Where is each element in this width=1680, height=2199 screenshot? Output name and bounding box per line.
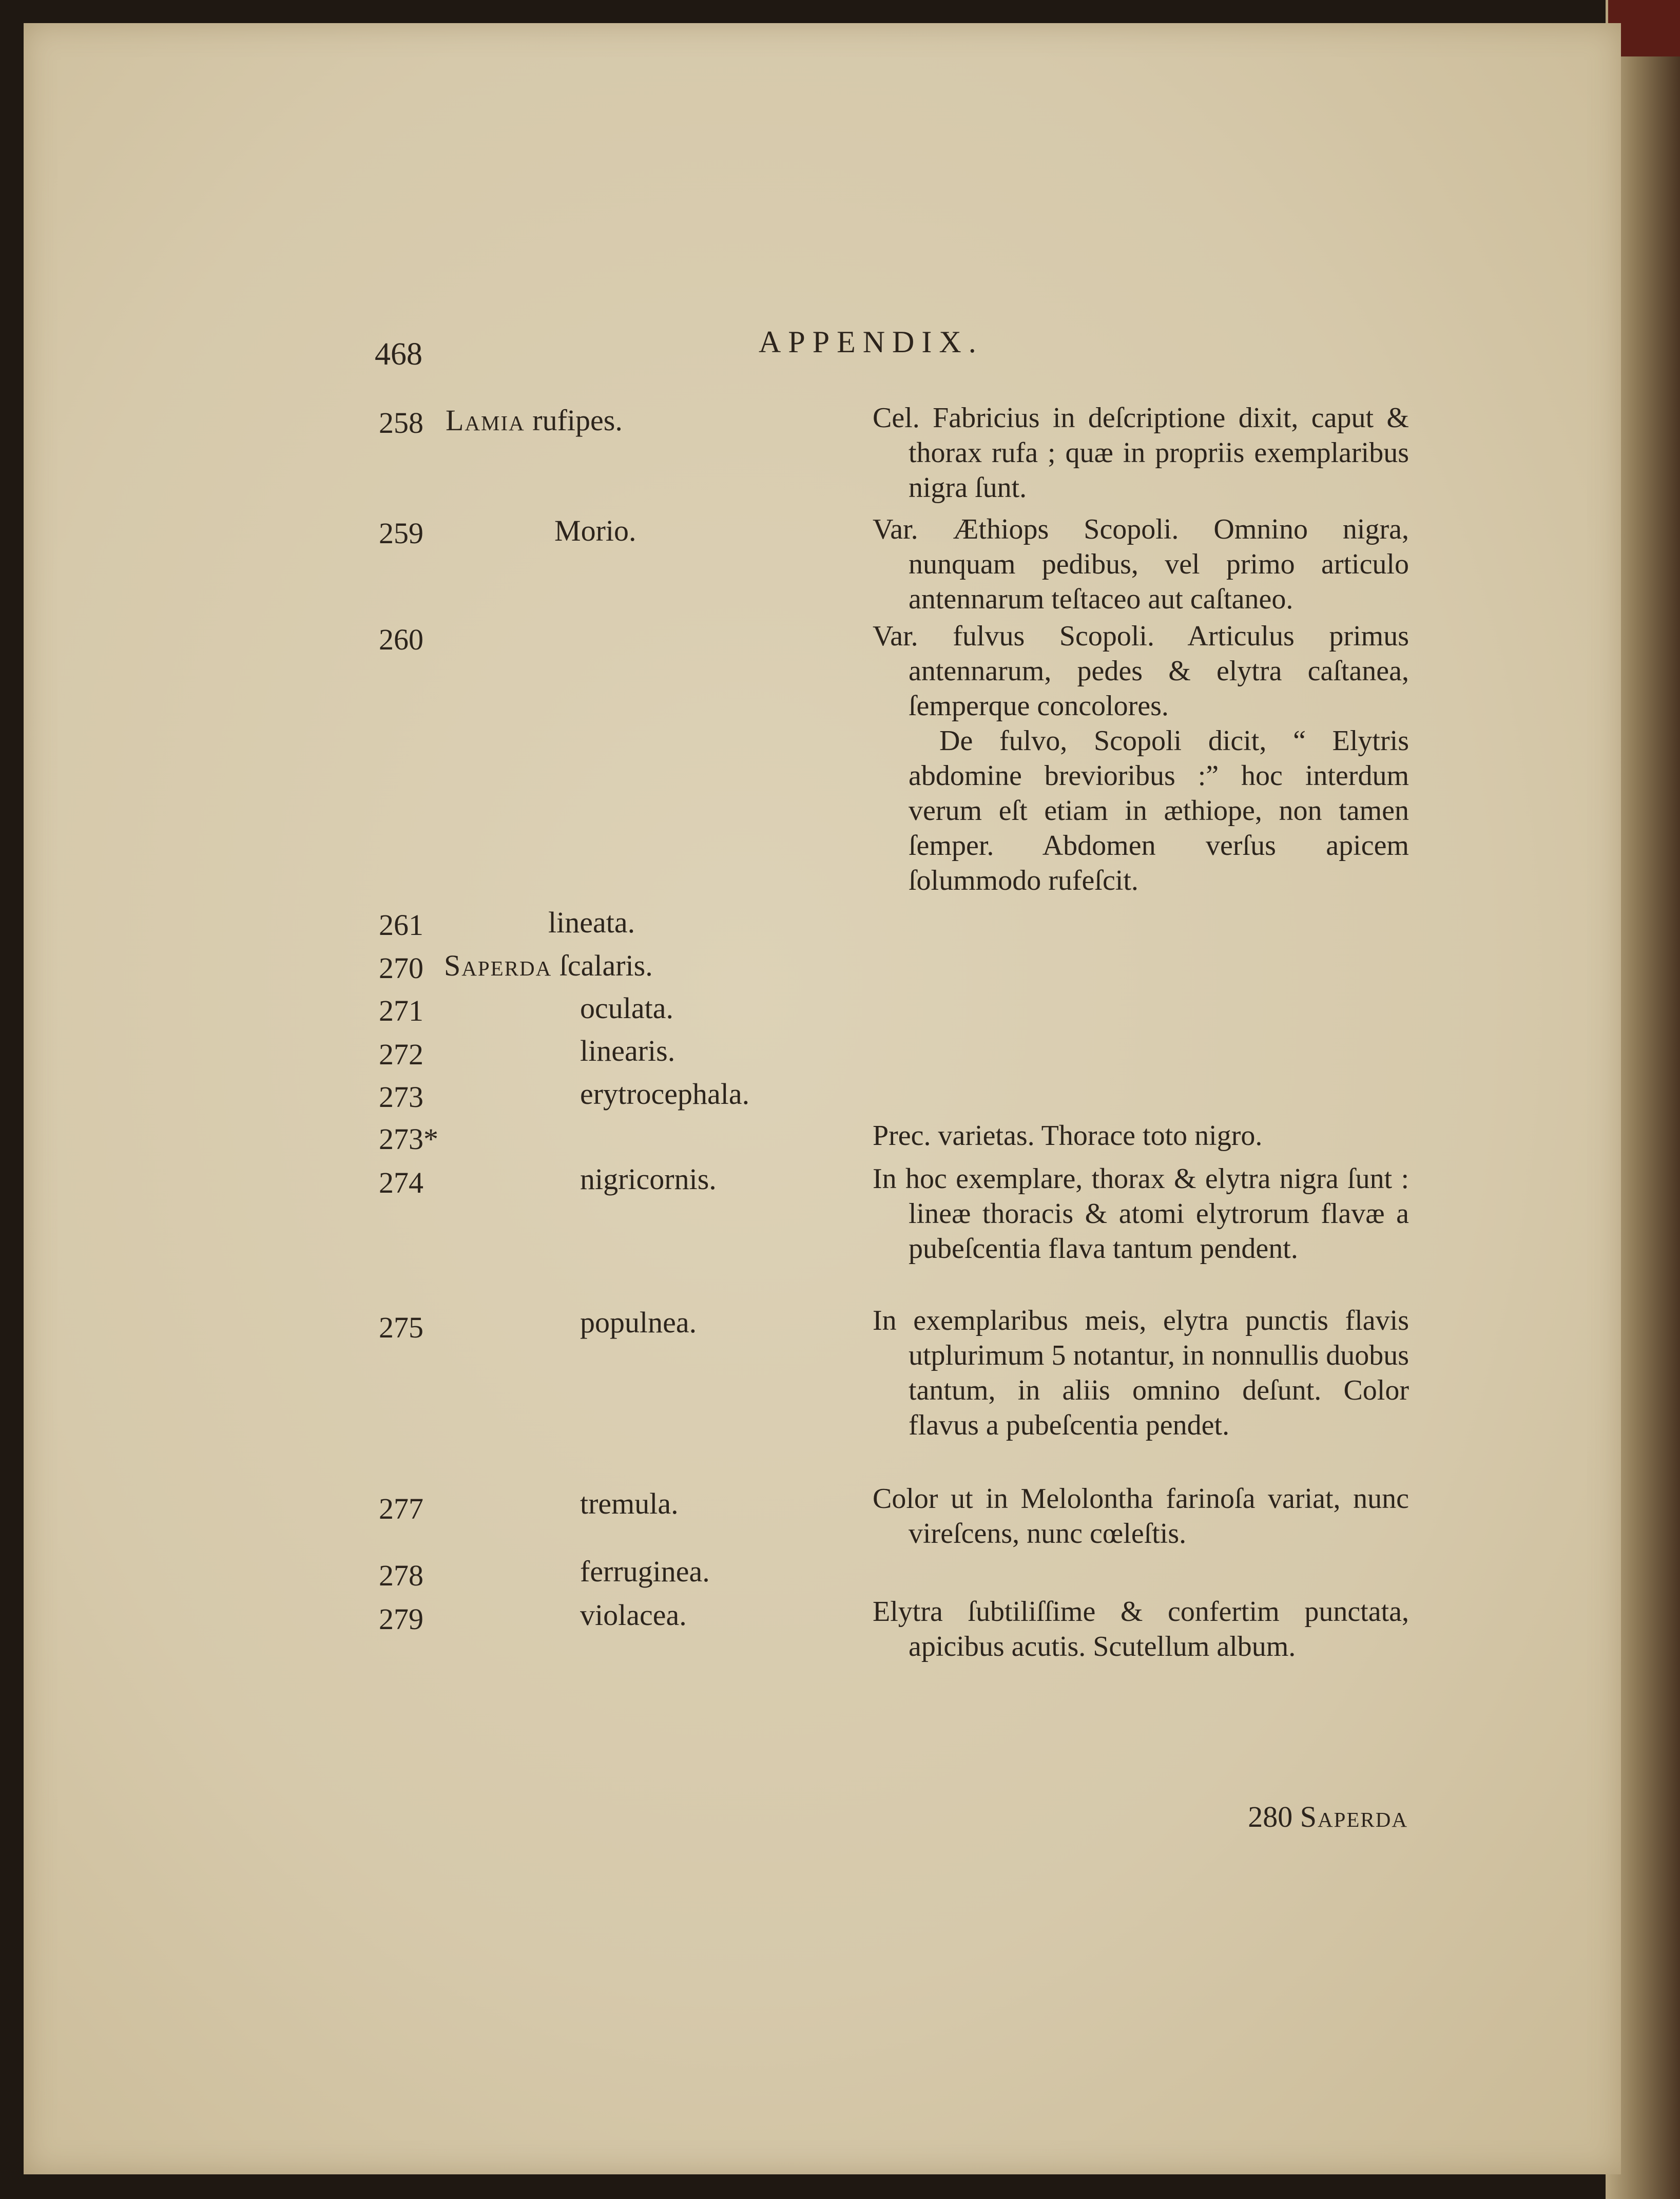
catchword-genus: Saperda: [1300, 1800, 1408, 1833]
entry-name: [444, 948, 653, 983]
entry-note: [873, 1118, 1409, 1153]
entry-number: 272: [379, 1038, 423, 1071]
species-name: tremula.: [580, 1487, 679, 1520]
note-paragraph: Var. Æthiops Scopoli. Omnino nigra, nunquam pedibus, vel primo articulo antennarum teſtaceo aut caſtaneo.: [873, 513, 1409, 615]
entry-number: 279: [379, 1602, 423, 1636]
note-paragraph: Prec. varietas. Thorace toto nigro.: [873, 1120, 1263, 1152]
catchword: [1248, 1800, 1408, 1834]
note-paragraph: In exemplaribus meis, elytra punctis flavis utplurimum 5 notantur, in nonnullis duobus tantum, in aliis omnino deſunt. Color flavus a pubeſcentia pendet.: [873, 1305, 1409, 1441]
species-name: ſcalaris.: [559, 949, 653, 982]
entry-note: [873, 512, 1409, 617]
entry-name: [446, 403, 623, 437]
genus-name: Lamia: [446, 404, 525, 437]
entry-number: 261: [379, 908, 423, 942]
entry-note: [873, 1161, 1409, 1266]
running-head: APPENDIX.: [759, 325, 983, 359]
species-name: linearis.: [580, 1034, 675, 1067]
species-name: rufipes.: [532, 404, 623, 437]
entry-note: [873, 619, 1409, 898]
entry-number: 270: [379, 951, 423, 985]
note-paragraph: Cel. Fabricius in deſcriptione dixit, caput & thorax rufa ; quæ in propriis exemplaribus nigra ſunt.: [873, 402, 1409, 504]
entry-number: 277: [379, 1492, 423, 1525]
note-paragraph: De fulvo, Scopoli dicit, “ Elytris abdomine brevioribus :” hoc interdum verum eſt etiam in æthiope, non tamen ſemper. Abdomen verſus apicem ſolummodo rufeſcit.: [909, 725, 1409, 896]
entry-note: [873, 1303, 1409, 1443]
species-name: oculata.: [580, 991, 673, 1025]
species-name: Morio.: [554, 514, 636, 547]
note-paragraph: In hoc exemplare, thorax & elytra nigra ſunt : lineæ thoracis & atomi elytrorum flavæ a pubeſcentia flava tantum pendent.: [873, 1163, 1409, 1265]
species-name: erytrocephala.: [580, 1077, 750, 1111]
entry-number: 274: [379, 1166, 423, 1199]
entry-number: 275: [379, 1311, 423, 1344]
entry-number: 259: [379, 517, 423, 550]
species-name: populnea.: [580, 1306, 697, 1339]
entry-note: [873, 1481, 1409, 1551]
note-paragraph: Var. fulvus Scopoli. Articulus primus antennarum, pedes & elytra caſtanea, ſemperque concolores.: [873, 620, 1409, 722]
page-number: 468: [375, 337, 422, 372]
entry-number: 278: [379, 1559, 423, 1592]
entry-number: 273: [379, 1080, 423, 1114]
species-name: lineata.: [548, 906, 635, 939]
entry-number: 258: [379, 406, 423, 439]
entry-number: 273*: [379, 1122, 438, 1156]
species-name: nigricornis.: [580, 1162, 717, 1196]
genus-name: Saperda: [444, 949, 552, 982]
entry-number: 260: [379, 623, 423, 656]
entry-note: [873, 1594, 1409, 1664]
entry-number: 271: [379, 994, 423, 1027]
catchword-number: 280: [1248, 1800, 1293, 1833]
note-paragraph: Color ut in Melolontha farinoſa variat, nunc vireſcens, nunc cœleſtis.: [873, 1483, 1409, 1550]
entry-note: [873, 400, 1409, 505]
species-name: violacea.: [580, 1598, 687, 1632]
species-name: ferruginea.: [580, 1555, 710, 1588]
note-paragraph: Elytra ſubtiliſſime & confertim punctata, apicibus acutis. Scutellum album.: [873, 1596, 1409, 1662]
